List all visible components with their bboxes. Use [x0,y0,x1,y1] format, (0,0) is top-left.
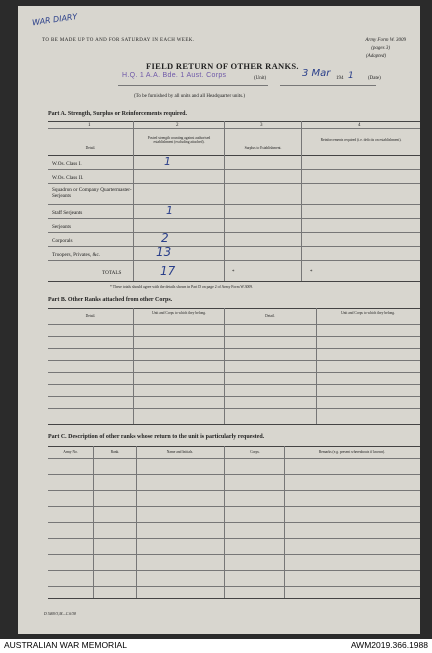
archive-name: AUSTRALIAN WAR MEMORIAL [4,640,127,650]
col-number-3: 3 [260,123,263,128]
part-c-col-name: Name and Initials. [166,450,194,454]
part-c-col-army-no: Army No. [63,450,78,454]
row-label-cqms: Squadron or Company Quartermaster-Serjeants [52,187,132,199]
form-reference: Army Form W. 3009 [365,38,406,43]
year-printed: 194 [336,76,344,81]
archive-reference: AWM2019.366.1988 [350,640,428,650]
totals-mark-surplus: * [232,270,235,275]
unit-label: (Unit) [254,76,267,81]
row-strength-staff-serjeants: 1 [166,204,173,217]
row-label-troopers: Troopers, Privates, &c. [52,252,101,258]
part-c-col-corps: Corps. [250,450,260,454]
col-number-1: 1 [88,123,91,128]
row-label-wo-class-1: W.Os. Class I. [52,161,82,167]
form-pages: (pages 3) [371,46,390,51]
form-page [18,6,420,634]
print-code: D 5469/3,M—C.6/38 [44,612,76,616]
unit-stamp: H.Q. 1 A.A. Bde. 1 Aust. Corps [122,72,227,79]
part-b-heading: Part B. Other Ranks attached from other Corps. [48,297,173,303]
part-a-heading: Part A. Strength, Surplus or Reinforcements required. [48,111,187,117]
part-c-col-remarks: Remarks (e.g. present whereabouts if known). [318,450,386,454]
totals-label: TOTALS [102,270,122,276]
part-c-heading: Part C. Description of other ranks whose return to the unit is particularly requested. [48,434,265,440]
row-strength-troopers: 13 [156,245,172,259]
row-label-wo-class-2: W.Os. Class II. [52,175,84,181]
row-label-corporals: Corporals [52,238,73,244]
col-header-posted-strength: Posted strength counting against authorised establishment (excluding attached). [147,136,211,144]
totals-mark-reinforcements: * [310,270,313,275]
date-label: (Date) [368,76,381,81]
archive-footer [0,639,432,653]
unit-underline [118,85,268,86]
col-number-2: 2 [176,123,179,128]
part-b-col-detail-2: Detail. [265,314,275,318]
col-header-detail: Detail. [85,146,96,150]
row-strength-corporals: 2 [161,231,169,245]
col-number-4: 4 [358,123,361,128]
col-header-surplus: Surplus to Establishment. [244,146,282,150]
part-c-col-rank: Rank. [110,450,120,454]
part-b-col-unit-2: Unit and Corps to which they belong. [341,311,395,315]
row-strength-wo-class-1: 1 [164,155,171,168]
handwritten-year: 1 [348,71,354,81]
part-b-col-detail-1: Detail. [85,314,96,318]
row-label-serjeants: Serjeants [52,224,72,230]
date-underline [280,85,376,86]
part-b-col-unit-1: Unit and Corps to which they belong. [152,311,206,315]
row-label-staff-serjeants: Staff Serjeants [52,210,83,216]
part-a-note: * These totals should agree with the details shown in Part D on page 2 of Army Form W.3009. [110,285,254,289]
handwritten-war-diary-note: WAR DIARY [31,12,78,28]
form-title: FIELD RETURN OF OTHER RANKS. [146,61,299,71]
form-instruction: TO BE MADE UP TO AND FOR SATURDAY IN EACH WEEK. [42,38,195,43]
form-subtitle: (To be furnished by all units and all Headquarter units.) [134,94,246,99]
form-status: (Adapted) [366,54,386,59]
col-header-reinforcements: Reinforcements required (i.e. deficits on establishment). [320,138,402,142]
handwritten-date: 3 Mar [302,68,331,79]
totals-strength: 17 [160,264,176,278]
